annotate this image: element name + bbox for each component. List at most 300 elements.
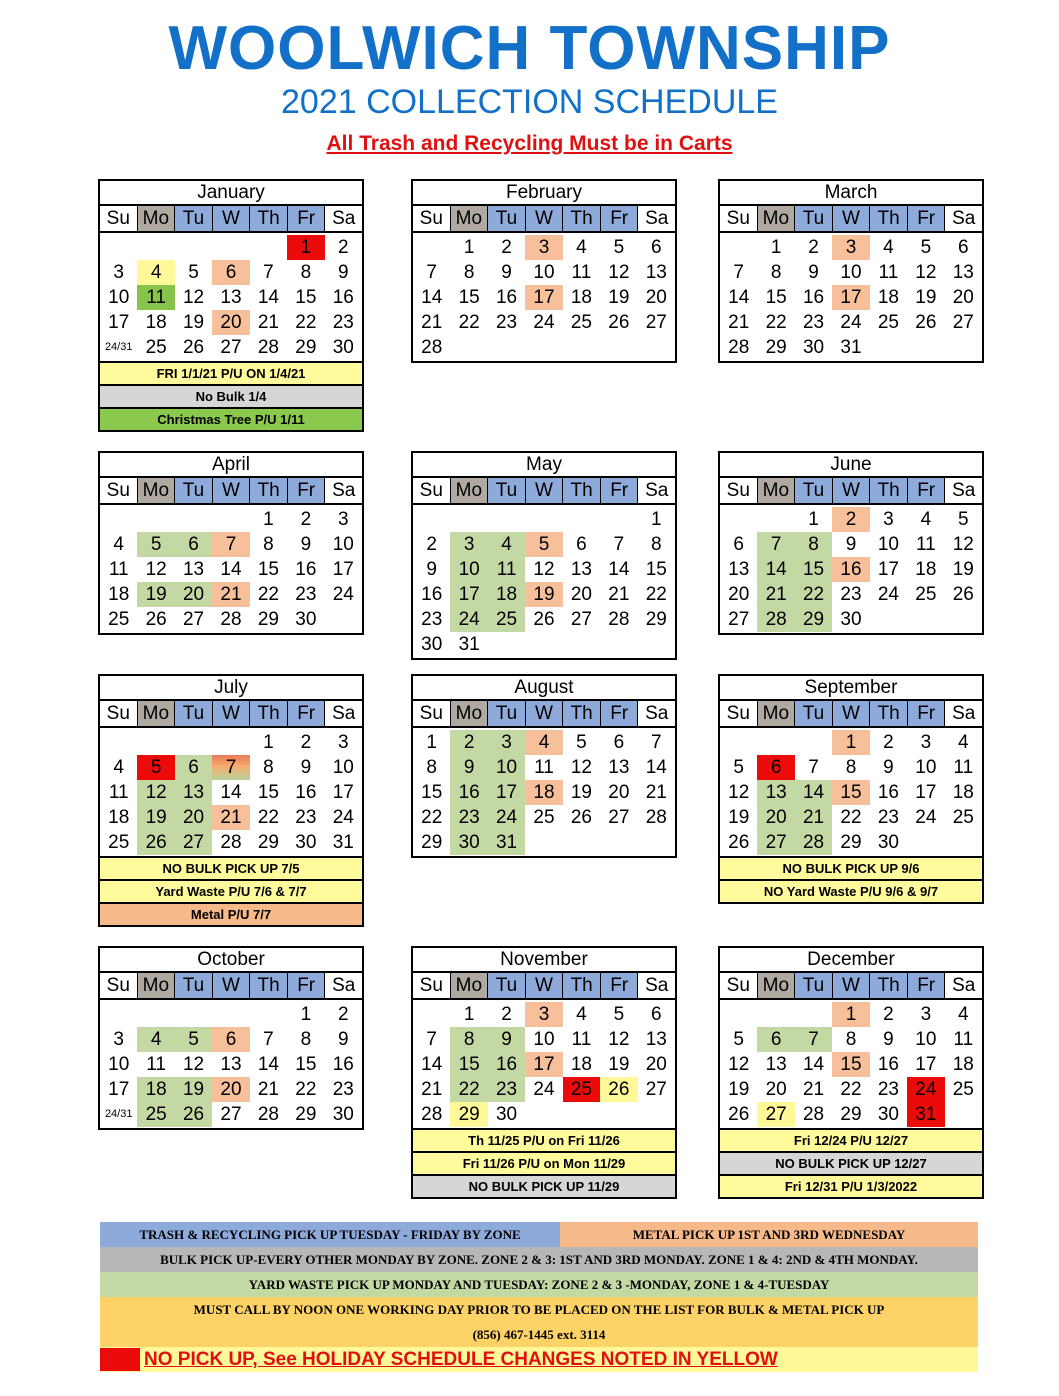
day-cell: 9	[845, 534, 857, 555]
day-cell: 9	[488, 1027, 525, 1052]
day-cell: 18	[108, 807, 130, 828]
month-calendar	[411, 946, 677, 1130]
day-cell: 7	[212, 755, 249, 780]
day-cell: 8	[795, 532, 832, 557]
day-cell: 23	[421, 609, 443, 630]
weekday-label: Fr	[601, 973, 639, 998]
day-cell: 14	[220, 782, 242, 803]
day-grid	[413, 233, 675, 361]
weekday-label: Tu	[488, 478, 526, 503]
day-cell: 14	[757, 557, 794, 582]
month-name: February	[413, 181, 675, 206]
day-cell: 18	[145, 312, 167, 333]
day-empty	[175, 1002, 212, 1027]
day-cell: 4	[576, 237, 587, 258]
day-cell: 24	[533, 312, 555, 333]
day-empty	[212, 507, 249, 532]
weekday-label: Su	[413, 206, 451, 231]
day-cell: 14	[421, 1054, 443, 1075]
weekday-header	[100, 206, 362, 233]
day-cell: 8	[650, 534, 662, 555]
day-cell: 9	[426, 559, 437, 580]
day-cell: 23	[295, 584, 317, 605]
day-cell: 13	[175, 780, 212, 805]
weekday-label: Sa	[638, 206, 675, 231]
day-cell: 20	[952, 287, 974, 308]
day-cell: 13	[952, 262, 974, 283]
day-cell: 9	[808, 262, 819, 283]
weekday-label: Tu	[175, 206, 213, 231]
day-cell: 24	[907, 1077, 944, 1102]
day-empty	[795, 730, 832, 755]
legend-metal: METAL PICK UP 1ST AND 3RD WEDNESDAY	[560, 1222, 978, 1247]
day-empty	[137, 1002, 174, 1027]
day-cell: 11	[108, 782, 129, 803]
holiday-note: NO BULK PICK UP 9/6	[718, 858, 984, 881]
day-cell: 29	[257, 832, 279, 853]
weekday-label: W	[526, 973, 564, 998]
day-cell: 5	[188, 262, 199, 283]
day-cell: 10	[533, 1029, 555, 1050]
day-cell: 6	[733, 534, 744, 555]
day-empty	[100, 730, 137, 755]
day-cell: 21	[795, 805, 832, 830]
day-cell: 18	[915, 559, 937, 580]
weekday-label: Fr	[601, 206, 639, 231]
day-cell: 16	[877, 782, 899, 803]
holiday-note: Yard Waste P/U 7/6 & 7/7	[98, 881, 364, 904]
day-cell: 6	[757, 1027, 794, 1052]
day-cell: 7	[650, 732, 662, 753]
day-cell: 8	[450, 1027, 487, 1052]
month-november	[411, 946, 677, 1199]
weekday-label: Th	[563, 478, 601, 503]
day-empty	[757, 507, 794, 532]
day-cell: 22	[645, 584, 667, 605]
day-cell: 23	[488, 1077, 525, 1102]
day-cell: 12	[915, 262, 937, 283]
month-calendar	[718, 451, 984, 635]
day-cell: 10	[450, 557, 487, 582]
weekday-header	[720, 478, 982, 505]
day-cell: 20	[645, 287, 667, 308]
weekday-label: Mo	[451, 973, 489, 998]
day-cell: 4	[137, 1027, 174, 1052]
day-cell: 16	[802, 287, 825, 308]
day-cell: 12	[608, 262, 630, 283]
weekday-label: Th	[250, 701, 288, 726]
day-cell: 22	[295, 1079, 317, 1100]
weekday-label: Mo	[138, 478, 176, 503]
day-cell: 31	[488, 830, 525, 855]
day-cell: 23	[877, 1079, 899, 1100]
day-cell: 3	[337, 509, 349, 530]
day-cell: 3	[920, 732, 932, 753]
day-cell: 15	[832, 780, 869, 805]
day-empty	[488, 507, 525, 532]
weekday-label: Tu	[795, 478, 833, 503]
weekday-label: Su	[720, 701, 758, 726]
month-may	[411, 451, 677, 660]
day-empty	[175, 730, 212, 755]
carts-notice: All Trash and Recycling Must be in Carts	[326, 132, 733, 155]
weekday-label: W	[833, 478, 871, 503]
weekday-label: Mo	[451, 478, 489, 503]
day-cell: 10	[915, 1029, 937, 1050]
day-cell: 5	[175, 1027, 212, 1052]
weekday-label: Mo	[451, 206, 489, 231]
month-calendar	[98, 674, 364, 858]
day-cell: 22	[840, 1079, 862, 1100]
day-cell: 17	[450, 582, 487, 607]
day-cell: 2	[501, 237, 512, 258]
day-cell: 25	[533, 807, 555, 828]
day-cell: 2	[883, 1004, 894, 1025]
day-cell: 20	[212, 1077, 249, 1102]
day-cell: 12	[137, 780, 174, 805]
month-name: April	[100, 453, 362, 478]
day-cell: 21	[728, 312, 750, 333]
day-empty	[720, 1002, 757, 1027]
day-empty	[720, 730, 757, 755]
weekday-label: Tu	[175, 701, 213, 726]
day-cell: 12	[728, 782, 750, 803]
day-cell: 2	[450, 730, 487, 755]
legend	[100, 1222, 978, 1372]
weekday-label: Fr	[908, 206, 946, 231]
day-cell: 11	[953, 757, 974, 778]
day-cell: 26	[137, 830, 174, 855]
day-cell: 27	[220, 337, 242, 358]
weekday-label: Sa	[325, 701, 362, 726]
weekday-header	[100, 701, 362, 728]
weekday-label: Su	[100, 973, 138, 998]
day-cell: 4	[957, 732, 969, 753]
day-cell: 15	[450, 1052, 487, 1077]
day-cell: 8	[770, 262, 782, 283]
month-june	[718, 451, 984, 635]
day-cell: 30	[295, 832, 317, 853]
day-empty	[413, 507, 450, 532]
day-cell: 6	[212, 260, 249, 285]
day-cell: 2	[832, 507, 869, 532]
month-name: November	[413, 948, 675, 973]
day-empty	[212, 730, 249, 755]
weekday-label: Sa	[638, 478, 675, 503]
month-september	[718, 674, 984, 904]
day-cell: 11	[953, 1029, 974, 1050]
day-cell: 5	[733, 1029, 744, 1050]
day-grid	[720, 233, 982, 361]
weekday-label: Fr	[288, 973, 326, 998]
day-cell: 20	[570, 584, 592, 605]
legend-call: MUST CALL BY NOON ONE WORKING DAY PRIOR TO BE PLACED ON THE LIST FOR BULK & METAL PICK UP	[100, 1297, 978, 1322]
day-cell: 24	[488, 805, 525, 830]
day-cell: 16	[877, 1054, 899, 1075]
day-cell: 27	[175, 830, 212, 855]
month-december	[718, 946, 984, 1199]
day-cell: 16	[488, 1052, 525, 1077]
day-cell: 20	[765, 1079, 787, 1100]
day-cell: 1	[770, 237, 782, 258]
day-cell: 29	[765, 337, 787, 358]
day-cell: 27	[608, 807, 630, 828]
day-cell: 30	[332, 337, 354, 358]
legend-yard: YARD WASTE PICK UP MONDAY AND TUESDAY: ZONE 2 & 3 -MONDAY, ZONE 1 & 4-TUESDAY	[100, 1272, 978, 1297]
day-cell: 13	[765, 1054, 787, 1075]
day-cell: 30	[332, 1104, 354, 1125]
weekday-header	[413, 206, 675, 233]
day-cell: 5	[137, 532, 174, 557]
day-cell: 13	[645, 1029, 667, 1050]
day-cell: 24	[332, 584, 354, 605]
weekday-label: W	[526, 701, 564, 726]
weekday-label: Fr	[908, 701, 946, 726]
day-cell: 9	[883, 757, 894, 778]
weekday-label: Fr	[908, 478, 946, 503]
day-cell: 8	[463, 262, 475, 283]
day-cell: 26	[145, 609, 167, 630]
weekday-label: Su	[720, 478, 758, 503]
weekday-label: Th	[870, 206, 908, 231]
day-cell: 26	[600, 1077, 637, 1102]
weekday-label: Th	[250, 973, 288, 998]
day-cell: 10	[332, 534, 354, 555]
weekday-label: Su	[100, 701, 138, 726]
page-subtitle: 2021 COLLECTION SCHEDULE	[281, 83, 778, 121]
day-cell: 4	[883, 237, 894, 258]
day-cell: 17	[877, 559, 899, 580]
day-cell: 28	[257, 1104, 279, 1125]
day-cell: 11	[915, 534, 936, 555]
day-cell: 2	[501, 1004, 512, 1025]
day-cell: 29	[295, 337, 317, 358]
weekday-header	[720, 701, 982, 728]
day-cell: 14	[421, 287, 443, 308]
legend-trash: TRASH & RECYCLING PICK UP TUESDAY - FRIDAY BY ZONE	[100, 1222, 560, 1247]
day-cell: 3	[488, 730, 525, 755]
day-cell: 6	[212, 1027, 249, 1052]
weekday-label: Sa	[325, 478, 362, 503]
day-cell: 2	[883, 732, 894, 753]
weekday-label: Tu	[175, 478, 213, 503]
day-cell: 29	[795, 607, 832, 632]
day-cell: 19	[175, 1077, 212, 1102]
day-cell: 26	[533, 609, 555, 630]
day-cell: 16	[332, 1054, 354, 1075]
month-february	[411, 179, 677, 363]
month-january	[98, 179, 364, 432]
day-empty	[250, 1002, 287, 1027]
day-cell: 1	[263, 509, 274, 530]
day-cell: 12	[952, 534, 974, 555]
day-cell: 3	[525, 235, 562, 260]
day-cell: 12	[145, 559, 167, 580]
day-cell: 10	[108, 1054, 130, 1075]
day-cell: 15	[795, 557, 832, 582]
day-cell: 31	[332, 832, 354, 853]
day-cell: 31	[907, 1102, 944, 1127]
day-empty	[413, 1002, 450, 1027]
weekday-label: Sa	[945, 206, 982, 231]
day-cell: 27	[182, 609, 205, 630]
day-cell: 22	[295, 312, 317, 333]
day-cell: 28	[421, 337, 443, 358]
weekday-label: W	[213, 206, 251, 231]
day-cell: 25	[563, 1077, 600, 1102]
day-cell: 17	[332, 559, 354, 580]
day-cell: 21	[608, 584, 630, 605]
day-empty	[525, 507, 562, 532]
day-cell: 13	[182, 559, 205, 580]
legend-phone: (856) 467-1445 ext. 3114	[100, 1322, 978, 1347]
day-cell: 6	[576, 534, 587, 555]
day-cell: 10	[332, 757, 354, 778]
day-cell: 29	[295, 1104, 317, 1125]
day-cell: 28	[220, 832, 242, 853]
day-empty	[137, 235, 174, 260]
day-cell: 20	[175, 805, 212, 830]
weekday-label: Sa	[325, 973, 362, 998]
holiday-note: Fri 11/26 P/U on Mon 11/29	[411, 1153, 677, 1176]
day-cell: 10	[877, 534, 899, 555]
day-cell: 10	[915, 757, 937, 778]
day-cell: 11	[146, 1054, 166, 1075]
day-cell: 28	[608, 609, 630, 630]
day-cell: 15	[295, 1054, 317, 1075]
weekday-label: W	[833, 206, 871, 231]
month-calendar	[98, 946, 364, 1130]
day-cell: 16	[421, 584, 443, 605]
day-cell: 21	[421, 312, 443, 333]
day-cell: 29	[257, 609, 279, 630]
day-cell: 4	[113, 757, 124, 778]
month-calendar	[718, 179, 984, 363]
day-cell: 17	[332, 782, 354, 803]
weekday-label: Mo	[758, 701, 796, 726]
weekday-header	[720, 206, 982, 233]
day-cell: 25	[137, 1102, 174, 1127]
month-name: May	[413, 453, 675, 478]
weekday-label: Su	[100, 478, 138, 503]
day-cell: 30	[877, 832, 899, 853]
day-cell: 24	[877, 584, 899, 605]
day-cell: 22	[421, 807, 443, 828]
holiday-note: NO BULK PICK UP 12/27	[718, 1153, 984, 1176]
day-cell: 9	[300, 757, 312, 778]
day-cell: 16	[495, 287, 518, 308]
day-cell: 24	[332, 807, 354, 828]
weekday-label: Su	[413, 701, 451, 726]
day-cell: 11	[878, 262, 899, 283]
day-cell: 17	[525, 285, 562, 310]
day-cell: 23	[450, 805, 487, 830]
day-cell: 3	[113, 262, 124, 283]
day-cell: 27	[757, 1102, 794, 1127]
weekday-label: Su	[720, 973, 758, 998]
day-cell: 24	[450, 607, 487, 632]
day-cell: 29	[450, 1102, 487, 1127]
weekday-header	[100, 478, 362, 505]
weekday-label: Tu	[795, 701, 833, 726]
day-cell: 3	[920, 1004, 932, 1025]
day-cell: 30	[295, 609, 317, 630]
day-empty	[450, 507, 487, 532]
day-empty	[600, 507, 637, 532]
weekday-label: Mo	[758, 206, 796, 231]
day-cell: 24/31	[104, 1108, 133, 1120]
day-cell: 14	[645, 757, 667, 778]
holiday-note: Th 11/25 P/U on Fri 11/26	[411, 1130, 677, 1153]
weekday-label: Th	[250, 206, 288, 231]
day-cell: 27	[570, 609, 592, 630]
weekday-label: Fr	[288, 206, 326, 231]
day-cell: 9	[337, 1029, 349, 1050]
day-cell: 30	[450, 830, 487, 855]
day-cell: 2	[300, 732, 312, 753]
month-april	[98, 451, 364, 635]
weekday-header	[413, 973, 675, 1000]
day-empty	[757, 730, 794, 755]
day-cell: 15	[458, 287, 480, 308]
day-cell: 21	[421, 1079, 443, 1100]
weekday-label: Sa	[945, 973, 982, 998]
weekday-label: Mo	[451, 701, 489, 726]
day-cell: 28	[645, 807, 667, 828]
day-cell: 1	[287, 235, 324, 260]
holiday-note: Fri 12/31 P/U 1/3/2022	[718, 1176, 984, 1199]
day-empty	[100, 1002, 137, 1027]
day-cell: 24	[533, 1079, 555, 1100]
day-cell: 14	[802, 1054, 825, 1075]
day-cell: 19	[608, 1054, 630, 1075]
holiday-note: No Bulk 1/4	[98, 386, 364, 409]
day-cell: 13	[645, 262, 667, 283]
weekday-label: Su	[413, 478, 451, 503]
month-name: July	[100, 676, 362, 701]
day-cell: 5	[920, 237, 932, 258]
day-cell: 10	[840, 262, 862, 283]
day-grid	[720, 728, 982, 856]
day-cell: 18	[952, 1054, 974, 1075]
day-cell: 11	[108, 559, 129, 580]
day-cell: 7	[808, 757, 819, 778]
day-cell: 28	[757, 607, 794, 632]
day-cell: 15	[421, 782, 443, 803]
day-cell: 7	[757, 532, 794, 557]
day-cell: 4	[137, 260, 174, 285]
day-cell: 16	[295, 782, 317, 803]
day-cell: 19	[915, 287, 937, 308]
day-cell: 13	[608, 757, 630, 778]
day-cell: 2	[808, 237, 819, 258]
day-cell: 13	[220, 287, 242, 308]
day-grid	[720, 1000, 982, 1128]
day-grid	[100, 505, 362, 633]
day-cell: 10	[488, 755, 525, 780]
day-cell: 13	[570, 559, 592, 580]
day-cell: 14	[728, 287, 750, 308]
day-cell: 19	[728, 1079, 750, 1100]
day-cell: 6	[613, 732, 625, 753]
weekday-label: W	[213, 478, 251, 503]
weekday-label: Th	[563, 701, 601, 726]
weekday-label: Sa	[945, 478, 982, 503]
day-cell: 22	[450, 1077, 487, 1102]
day-cell: 27	[645, 312, 667, 333]
day-cell: 5	[613, 237, 625, 258]
day-cell: 18	[137, 1077, 174, 1102]
